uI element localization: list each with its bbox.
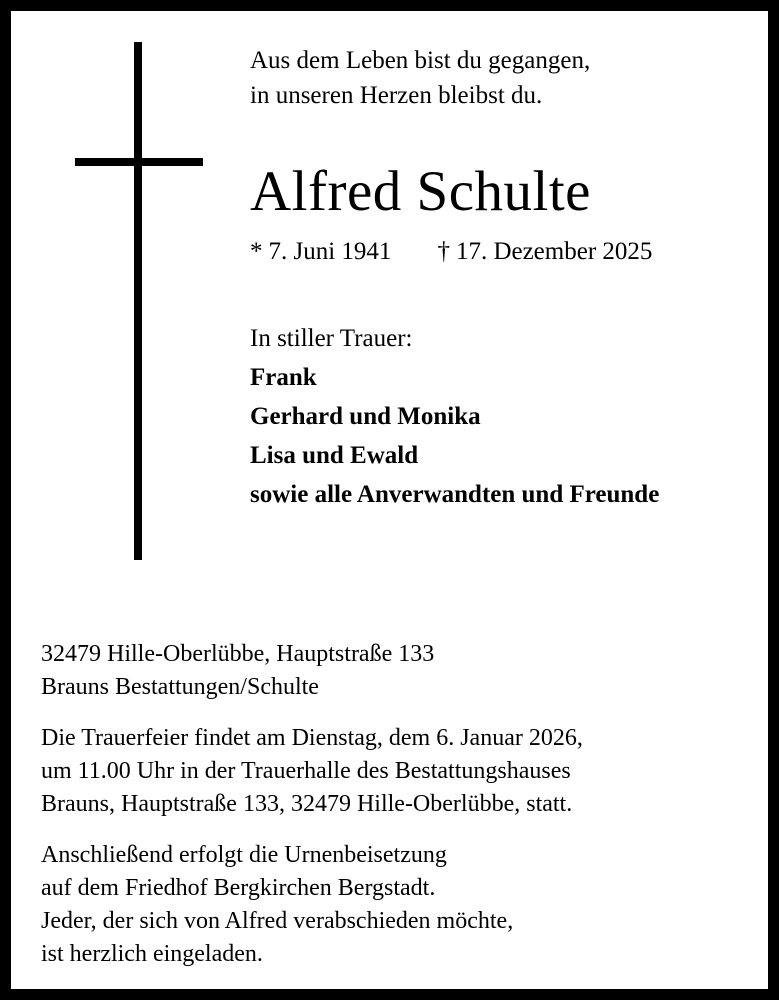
service-line-2: um 11.00 Uhr in der Trauerhalle des Bestattungshauses <box>41 758 571 784</box>
death-dagger-icon: † <box>437 238 450 265</box>
deceased-name: Alfred Schulte <box>250 160 591 223</box>
mourners-intro: In stiller Trauer: <box>250 325 413 352</box>
birth-date-value: 7. Juni 1941 <box>268 238 392 265</box>
interment-line-3: Jeder, der sich von Alfred verabschieden möchte, <box>41 908 514 934</box>
address-block <box>41 638 756 704</box>
obituary-notice-card <box>11 11 768 989</box>
lower-text-block <box>41 638 756 971</box>
cross-horizontal-bar <box>75 158 203 166</box>
mourner-name: sowie alle Anverwandten und Freunde <box>250 481 660 508</box>
christian-cross-icon <box>11 11 221 571</box>
epitaph-line-1: Aus dem Leben bist du gegangen, <box>250 47 591 74</box>
interment-line-4: ist herzlich eingeladen. <box>41 941 263 967</box>
service-line-1: Die Trauerfeier findet am Dienstag, dem 6. Januar 2026, <box>41 725 583 751</box>
birth-date-group <box>250 238 391 265</box>
mourner-name: Lisa und Ewald <box>250 442 419 469</box>
mourners-block <box>250 267 758 514</box>
death-date-group <box>437 238 652 265</box>
cross-vertical-stem <box>134 42 142 560</box>
interment-line-2: auf dem Friedhof Bergkirchen Bergstadt. <box>41 875 436 901</box>
service-line-3: Brauns, Hauptstraße 133, 32479 Hille-Oberlübbe, statt. <box>41 791 573 817</box>
address-line-1: 32479 Hille-Oberlübbe, Hauptstraße 133 <box>41 641 435 667</box>
mourner-name: Frank <box>250 364 317 391</box>
epitaph-line-2: in unseren Herzen bleibst du. <box>250 82 543 109</box>
upper-text-block <box>250 11 758 514</box>
service-details <box>41 722 756 821</box>
address-line-2: Brauns Bestattungen/Schulte <box>41 674 319 700</box>
life-dates <box>250 223 758 267</box>
interment-line-1: Anschließend erfolgt die Urnenbeisetzung <box>41 842 447 868</box>
birth-star-icon: * <box>250 238 263 265</box>
interment-details <box>41 839 756 971</box>
death-date-value: 17. Dezember 2025 <box>455 238 653 265</box>
epitaph-verse <box>250 11 758 113</box>
mourner-name: Gerhard und Monika <box>250 403 481 430</box>
